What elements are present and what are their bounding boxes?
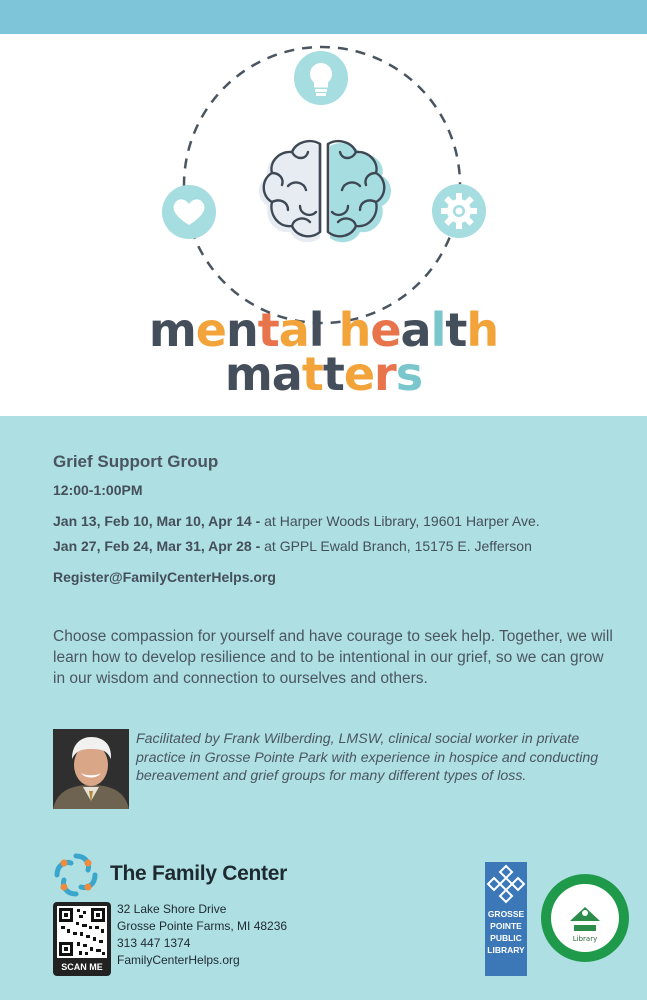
library-name-line: POINTE	[490, 921, 522, 931]
schedule-line-1	[53, 513, 540, 529]
title-letter: l	[308, 303, 324, 357]
title-letter: t	[257, 303, 279, 357]
title-line-1	[0, 303, 647, 357]
schedule-dates: Jan 13, Feb 10, Mar 10, Apr 14 -	[53, 513, 261, 529]
organization-name: The Family Center	[110, 862, 287, 885]
title-letter: r	[374, 347, 396, 401]
description-text: Choose compassion for yourself and have courage to seek help. Together, we will learn how to develop resilience and to be intentional in our grief, so we can grow in our wisdom and connection to ourselves and others.	[53, 628, 613, 687]
phone-number: 313 447 1374	[117, 936, 191, 950]
event-title: Grief Support Group	[53, 452, 219, 471]
title-letter: h	[338, 303, 371, 357]
address-line-1: 32 Lake Shore Drive	[117, 902, 227, 916]
library-name-line: GROSSE	[487, 909, 525, 919]
heart-icon	[162, 185, 216, 239]
title-letter: m	[224, 347, 272, 401]
library-name-line: LIBRARY	[487, 945, 525, 955]
library-name-line: PUBLIC	[490, 933, 522, 943]
schedule-location: at GPPL Ewald Branch, 15175 E. Jefferson	[260, 538, 532, 554]
schedule-line-2	[53, 538, 532, 554]
title-letter: n	[226, 303, 258, 357]
title-letter: m	[148, 303, 196, 357]
gear-icon	[432, 184, 486, 238]
title-letter: a	[278, 303, 309, 357]
library-badge-logo	[540, 873, 630, 963]
title-letter: a	[400, 303, 431, 357]
website-link[interactable]: FamilyCenterHelps.org	[117, 953, 240, 967]
title-letter: a	[271, 347, 302, 401]
title-line-2	[0, 347, 647, 401]
event-time: 12:00-1:00PM	[53, 482, 143, 498]
family-center-logo	[53, 852, 99, 898]
poster-title	[0, 303, 647, 401]
title-letter: l	[430, 303, 446, 357]
title-letter: t	[322, 347, 344, 401]
title-letter: t	[301, 347, 323, 401]
badge-text: Library	[572, 935, 598, 943]
schedule-location: at Harper Woods Library, 19601 Harper Ave.	[260, 513, 540, 529]
register-email-link[interactable]: Register@FamilyCenterHelps.org	[53, 569, 276, 585]
address-line-2: Grosse Pointe Farms, MI 48236	[117, 919, 288, 933]
lightbulb-icon	[294, 51, 348, 105]
qr-scan-label: SCAN ME	[61, 962, 103, 972]
facilitator-bio: Facilitated by Frank Wilberding, LMSW, clinical social worker in private practice in Grosse Pointe Park with experience in hospice and conducting bereavement and grief groups for many different types of loss.	[136, 731, 599, 784]
facilitator-photo	[53, 729, 129, 809]
title-letter: e	[343, 347, 375, 401]
title-letter: t	[445, 303, 467, 357]
top-band	[0, 0, 647, 34]
library-name	[485, 908, 527, 956]
title-letter: e	[370, 303, 401, 357]
schedule-dates: Jan 27, Feb 24, Mar 31, Apr 28 -	[53, 538, 261, 554]
brain-icon	[259, 141, 391, 242]
title-letter: e	[195, 303, 226, 357]
snowflake-pattern-icon	[485, 862, 527, 906]
title-letter: s	[395, 347, 423, 401]
title-letter: h	[466, 303, 499, 357]
